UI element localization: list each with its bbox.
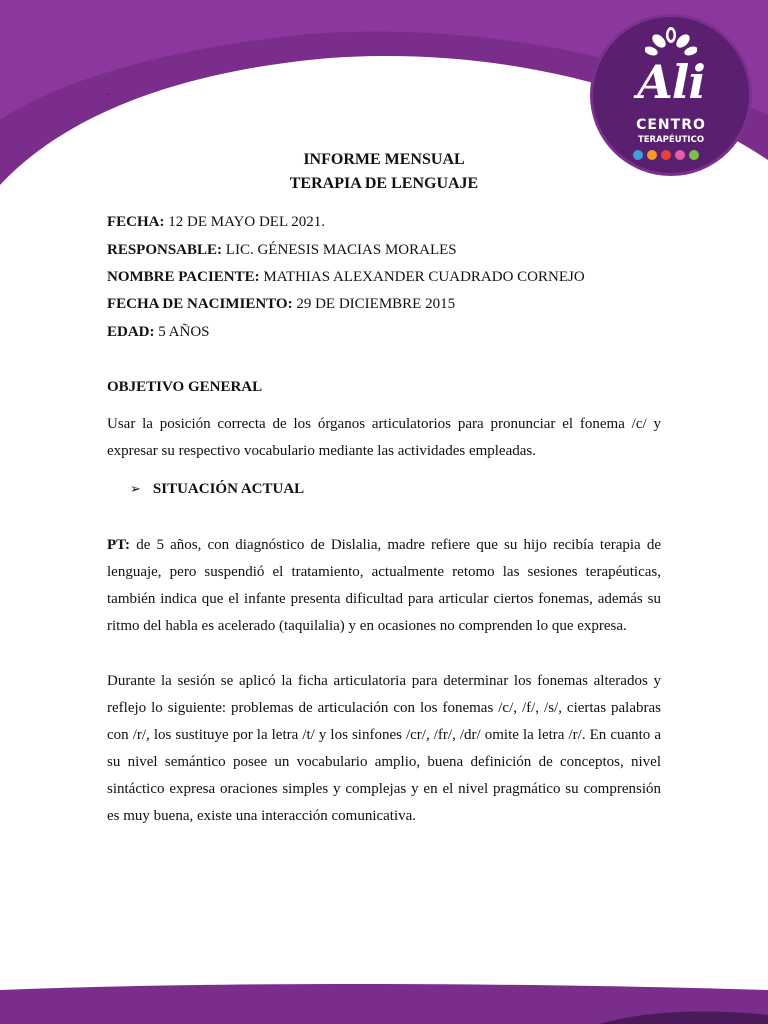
responsable-label: RESPONSABLE: bbox=[107, 242, 223, 258]
situacion-heading: SITUACIÓN ACTUAL bbox=[152, 481, 305, 497]
edad-label: EDAD: bbox=[107, 324, 155, 340]
pt-text: de 5 años, con diagnóstico de Dislalia, madre refiere que su hijo recibía terapia de lenguaje, pero suspendió el tratamiento, actualmente retomo las sesiones terapéuticas, también indica que el infante presenta dificultad para articular ciertos fonemas, además su ritmo del habla es acelerado (taquilalia) y en ocasiones no comprenden lo que expresa. bbox=[107, 537, 661, 634]
nacimiento-row bbox=[107, 296, 455, 313]
pt-label: PT: bbox=[107, 537, 131, 553]
objetivo-text: Usar la posición correcta de los órganos articulatorios para pronunciar el fonema /c/ y expresar su respectivo vocabulario mediante las actividades empleadas. bbox=[107, 416, 661, 459]
objetivo-heading: OBJETIVO GENERAL bbox=[107, 379, 263, 395]
fecha-label: FECHA: bbox=[107, 214, 165, 230]
stray-mark: . bbox=[106, 84, 109, 98]
nacimiento-value: 29 DE DICIEMBRE 2015 bbox=[292, 296, 456, 312]
responsable-value: LIC. GÉNESIS MACIAS MORALES bbox=[222, 242, 457, 258]
nacimiento-label: FECHA DE NACIMIENTO: bbox=[107, 296, 293, 312]
fecha-value: 12 DE MAYO DEL 2021. bbox=[164, 214, 326, 230]
document-subtitle: TERAPIA DE LENGUAJE bbox=[289, 175, 479, 192]
edad-value: 5 AÑOS bbox=[154, 324, 210, 340]
paciente-row bbox=[107, 269, 585, 286]
situacion-heading-row bbox=[130, 481, 304, 498]
arrow-bullet-icon: ➢ bbox=[130, 482, 141, 497]
situacion-pt-paragraph bbox=[107, 532, 661, 640]
document-title: INFORME MENSUAL bbox=[303, 151, 465, 168]
fecha-row bbox=[107, 214, 325, 231]
logo-centro-text: CENTRO bbox=[636, 117, 706, 133]
edad-row bbox=[107, 324, 210, 341]
situacion-sesion-paragraph: Durante la sesión se aplicó la ficha articulatoria para determinar los fonemas alterados y reflejo lo siguiente: problemas de articulación con los fonemas /c/, /f/, /s/, ciertas palabras con /r/, los sustituye por la letra /t/ y los sinfones /cr/, /fr/, /dr/ omite la letra /r/. En cuanto a su nivel semántico posee un vocabulario amplio, buena definición de conceptos, nivel sintáctico expresa oraciones simples y complejas y en el nivel pragmático su comprensión es muy buena, existe una interacción comunicativa. bbox=[107, 673, 661, 824]
paciente-label: NOMBRE PACIENTE: bbox=[107, 269, 260, 285]
logo-terapeutico-text: TERAPÉUTICO bbox=[637, 135, 705, 145]
paciente-value: MATHIAS ALEXANDER CUADRADO CORNEJO bbox=[259, 269, 585, 285]
logo-name: Ali bbox=[637, 55, 705, 109]
responsable-row bbox=[107, 242, 457, 259]
